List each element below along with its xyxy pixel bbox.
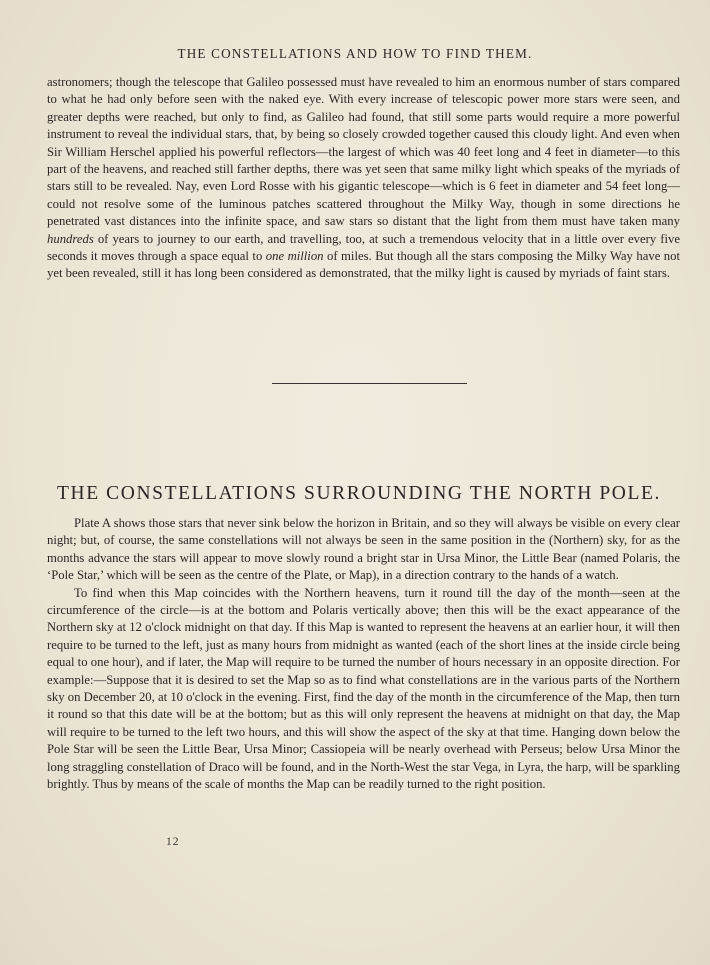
top-paragraph-part-1: astronomers; though the telescope that Galileo possessed must have revealed to him an enormous number of stars compared to what he had only before seen with the naked eye. With every increase of telescopic power more stars were seen, and greater depths were reached, but only to find, as Galileo had found, that still some parts would require a more powerful instrument to reveal the individual stars, that, by being so closely crowded together caused this cloudy light. And even when Sir William Herschel applied his powerful reflectors—the largest of which was 40 feet long and 4 feet in diameter—to this part of the heavens, and reached still farther depths, there was yet seen that same milky light which speaks of the myriads of stars still to be revealed. Nay, even Lord Rosse with his gigantic telescope—which is 6 feet in diameter and 54 feet long—could not resolve some of the luminous patches scattered throughout the Milky Way, though in some directions he penetrated vast distances into the infinite space, and saw stars so distant that the light from them must have taken many xyxy=(47,75,680,229)
top-paragraph-part-2: of years to journey to our earth, and travelling, too, at such a tremendous velocity that in a little over every five seconds it moves through a space equal to xyxy=(47,231,681,264)
section-divider xyxy=(272,383,467,384)
top-paragraph-part-3: of miles. But though all the stars composing the Milky Way have not yet been revealed, still it has long been considered as demonstrated, that the milky light is caused by myriads of faint stars. xyxy=(47,249,681,281)
page-number: 12 xyxy=(166,836,180,848)
section-paragraph: Plate A shows those stars that never sink below the horizon in Britain, and so they will always be visible on every clear night; but, of course, the same constellations will not always be seen in the same position in the (Northern) sky, for as the months advance the stars will appear to move slowly round a bright star in Ursa Minor, the Little Bear (named Polaris, the ‘Pole Star,’ which will be seen as the centre of the Plate, or Map), in a direction contrary to the hands of a watch. xyxy=(47,516,680,583)
section-heading: THE CONSTELLATIONS SURROUNDING THE NORTH POLE. xyxy=(57,483,661,504)
top-paragraph xyxy=(47,74,680,283)
section-text-block xyxy=(47,515,680,794)
section-paragraph: To find when this Map coincides with the Northern heavens, turn it round till the day of the month—seen at the circumference of the circle—is at the bottom and Polaris vertically above; then this will be the exact appearance of the Northern sky at 12 o'clock midnight on that day. If this Map is wanted to represent the heavens at an earlier hour, it will then require to be turned to the left, just as many hours from midnight as wanted (each of the short lines at the inside circle being equal to one hour), and if later, the Map will require to be turned the number of hours necessary in an opposite direction. For example:—Suppose that it is desired to set the Map so as to find what constellations are in the various parts of the Northern sky on December 20, at 10 o'clock in the evening. First, find the day of the month in the circumference of the Map, then turn it round so that this date will be at the bottom; but as this will only represent the heavens at midnight on that day, the Map will require to be turned to the left two hours, and this will show the aspect of the sky at that time. Hanging down below the Pole Star will be seen the Little Bear, Ursa Minor; Cassiopeia will be nearly overhead with Perseus; below Ursa Minor the long straggling constellation of Draco will be found, and in the North-West the star Vega, in Lyra, the harp, will be sparkling brightly. Thus by means of the scale of months the Map can be readily turned to the right position. xyxy=(47,585,680,792)
emphasis-hundreds: hundreds xyxy=(47,231,94,246)
running-head: THE CONSTELLATIONS AND HOW TO FIND THEM. xyxy=(177,46,533,61)
emphasis-one-million: one million xyxy=(265,249,324,264)
top-text-block xyxy=(47,74,680,283)
